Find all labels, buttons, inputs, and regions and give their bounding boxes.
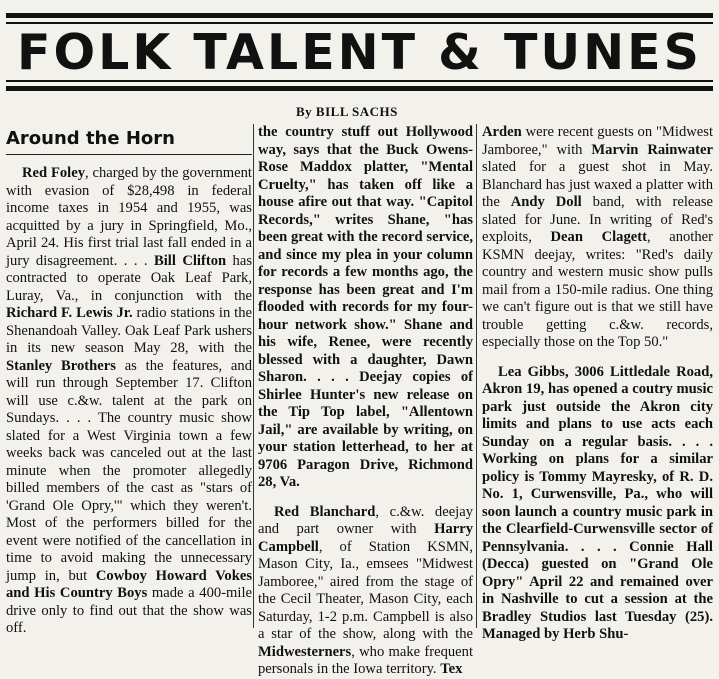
bold-text-run: Cowboy Howard Vokes and His Country Boys (6, 567, 252, 601)
bold-text-run: Tex (440, 661, 463, 677)
text-run: band, with release slated for June. In writing of Red's exploits, (482, 194, 713, 245)
bold-text-run: Red Foley (22, 165, 85, 181)
column-divider (253, 124, 254, 628)
text-run: as the features, and will run through September 17. Clifton will use c.&w. talent at the park on Sundays. . . . The country music show slated for a West Virginia town a few weeks back was canceled out at the last minute when the promoter allegedly billed members of the cast as "stars of 'Grand Ole Opry,'" which they weren't. Most of the performers billed for the event were notified of the cancellation in time to avoid making the unnecessary jump in, but (6, 357, 252, 584)
article-paragraph (258, 504, 473, 679)
bold-text-run: Dean Clagett (550, 229, 647, 245)
article-column-3 (482, 124, 713, 642)
article-paragraph (6, 165, 252, 638)
masthead-frame (6, 22, 713, 82)
masthead (6, 13, 713, 91)
text-run: made a 400-mile drive only to find out that the show was off. (6, 585, 252, 636)
bold-text-run: Midwesterners (258, 643, 352, 660)
bold-text-run: Bill Clifton (154, 252, 227, 269)
text-run: , another KSMN deejay, writes: "Red's daily country and western music show pulls mail from a 150-mile radius. One thing we can't figure out is that we still have trouble getting c.&w. records, especially those on the Top 50." (482, 229, 713, 350)
article-paragraph (258, 124, 473, 492)
text-run: , charged by the government with evasion of $28,498 in federal income taxes in 1954 and 1955, was acquitted by a jury in Springfield, Mo., April 24. His first trial last fall ended in a jury disagreement. . . . (6, 165, 252, 269)
bold-text-run: Stanley Brothers (6, 357, 116, 374)
bold-text-run: Andy Doll (510, 194, 582, 210)
bold-text-run: Marvin Rainwater (591, 141, 713, 158)
text-run: were recent guests on "Midwest Jamboree," with (482, 124, 713, 158)
text-run: , c.&w. deejay and part owner with (258, 503, 474, 537)
text-run: , of Station KSMN, Mason City, Ia., emsees "Midwest Jamboree," aired from the stage of the Cecil Theater, Mason City, each Saturday, 1-2 p.m. Campbell is also a star of the show, along with the (258, 538, 473, 642)
bold-text-run: Red Blanchard (274, 503, 376, 520)
byline: By BILL SACHS (296, 104, 398, 119)
bold-text-run: the country stuff out Hollywood way, says that the Buck Owens-Rose Maddox platter, "Mental Cruelty," has taken off like a house afire out that way. "Capitol Records," writes Shane, "has been great with the record service, and since my plea in your column for records a few months ago, the response has been great and I'm flooded with records for my four-hour network show." Shane and his wife, Renee, were recently blessed with a daughter, Dawn Sharon. . . . Deejay copies of Shirlee Hunter's new release on the Tip Top label, "Allentown Jail," are available by writing, on your station letterhead, to her at 9706 Paragon Drive, Richmond 28, Va. (258, 124, 473, 490)
text-run: radio stations in the Shenandoah Valley. Oak Leaf Park ushers in its new season May 28, with the (6, 305, 252, 356)
section-heading: Around the Horn (6, 128, 175, 149)
article-paragraph (482, 364, 713, 644)
section-heading-rule (6, 154, 252, 155)
bold-text-run: Arden (482, 124, 522, 140)
bold-text-run: Harry Campbell (258, 521, 473, 555)
bold-text-run: Lea Gibbs, 3006 Littledale Road, Akron 19, has opened a coutry music park just outside the Akron city limits and plans to use acts each Sunday on a regular basis. . . . Working on plans for a similar policy is Tommy Mayresky, of R. D. No. 1, Curwensville, Pa., who will soon launch a country music park in the Clearfield-Curwensville sector of Pennsylvania. . . . Connie Hall (Decca) guested on "Grand Ole Opry" April 22 and remained over in Nashville to cut a session at the Bradley Studios last Tuesday (25). Managed by Herb Shu- (482, 363, 713, 642)
text-run: , who make frequent personals in the Iowa territory. (258, 643, 473, 677)
article-column-2 (258, 124, 474, 677)
column-divider (476, 124, 477, 628)
article-paragraph (482, 124, 713, 352)
page-title: FOLK TALENT & TUNES (17, 23, 702, 81)
text-run: has contracted to operate Oak Leaf Park, Luray, Va., in conjunction with the (6, 252, 252, 304)
bold-text-run: Richard F. Lewis Jr. (6, 305, 133, 321)
text-run: slated for a guest shot in May. Blanchard has just waxed a platter with the (482, 159, 713, 210)
article-column-1 (6, 124, 252, 636)
